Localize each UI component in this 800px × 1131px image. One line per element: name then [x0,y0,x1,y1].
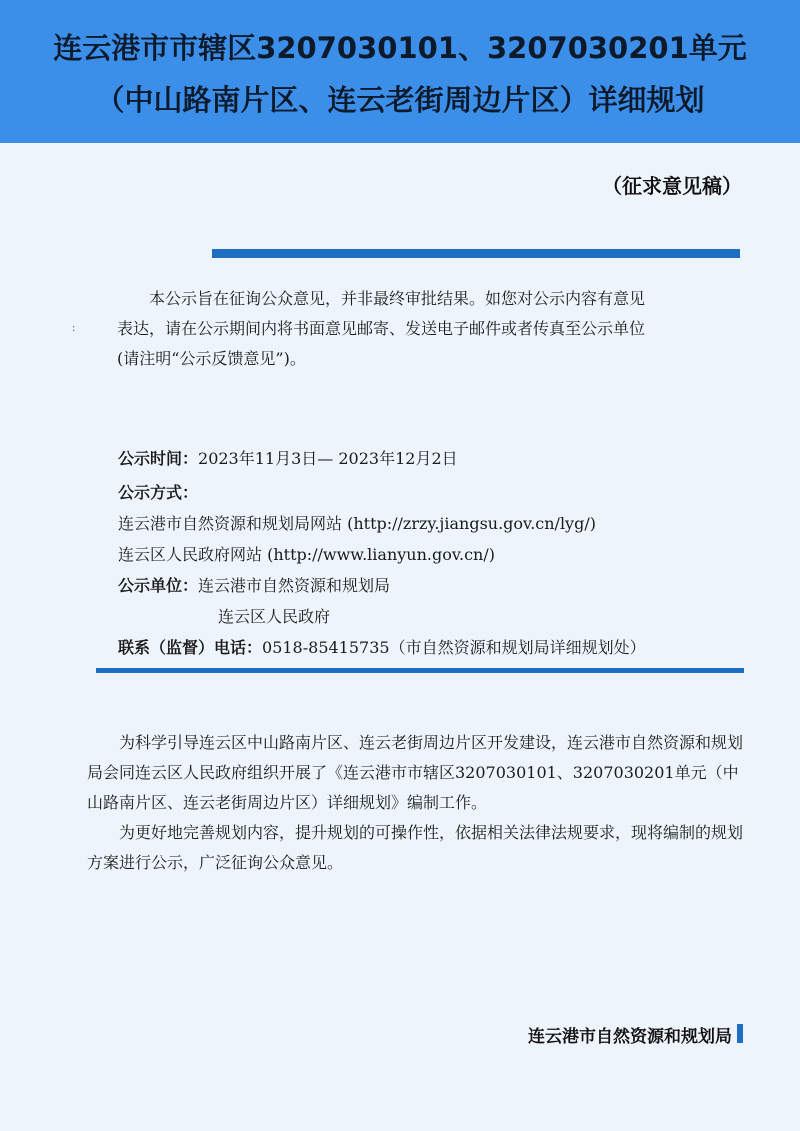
unit-value-1: 连云港市自然资源和规划局 [198,576,391,595]
unit-label: 公示单位： [118,576,199,595]
contact-value: 0518-85415735（市自然资源和规划局详细规划处） [262,638,646,657]
period-value: 2023年11月3日— 2023年12月2日 [198,449,458,468]
body-paragraph-1: 为科学引导连云区中山路南片区、连云老街周边片区开发建设，连云港市自然资源和规划局会同连云区人民政府组织开展了《连云港市市辖区3207030101、3207030201单元（中山路南片区、连云老街周边片区）详细规划》编制工作。 [87,733,744,812]
body-text [87,728,747,878]
period-label: 公示时间： [118,449,199,468]
bottom-divider-rule [96,668,744,673]
notice-line-1: 本公示旨在征询公众意见，并非最终审批结果。如您对公示内容有意见 [149,289,646,308]
method-row [118,480,198,503]
contact-label: 联系（监督）电话： [118,638,263,657]
method-label: 公示方式： [118,483,199,502]
website-item-1: 连云港市自然资源和规划局网站 (http://zrzy.jiangsu.gov.cn/lyg/) [118,514,596,533]
title-line-2: （中山路南片区、连云老街周边片区）详细规划 [95,83,705,117]
margin-mark: : [72,323,76,334]
title-line-1: 连云港市市辖区3207030101、3207030201单元 [53,31,747,65]
notice-line-3: (请注明“公示反馈意见”)。 [117,349,306,368]
top-divider-rule [212,249,740,258]
body-paragraph-2: 为更好地完善规划内容，提升规划的可操作性，依据相关法律法规要求，现将编制的规划方案进行公示，广泛征询公众意见。 [87,823,744,872]
draft-label: （征求意见稿） [602,174,742,198]
period-row [118,446,458,469]
website-item-2: 连云区人民政府网站 (http://www.lianyun.gov.cn/) [118,545,495,564]
unit-row [118,573,390,596]
footer-accent-bar [737,1024,743,1043]
contact-row [118,635,646,658]
footer-organization: 连云港市自然资源和规划局 [528,1027,732,1047]
unit-value-2: 连云区人民政府 [218,607,331,626]
notice-paragraph [117,284,747,374]
title-banner [0,0,800,143]
notice-line-2: 表达，请在公示期间内将书面意见邮寄、发送电子邮件或者传真至公示单位 [117,319,646,338]
